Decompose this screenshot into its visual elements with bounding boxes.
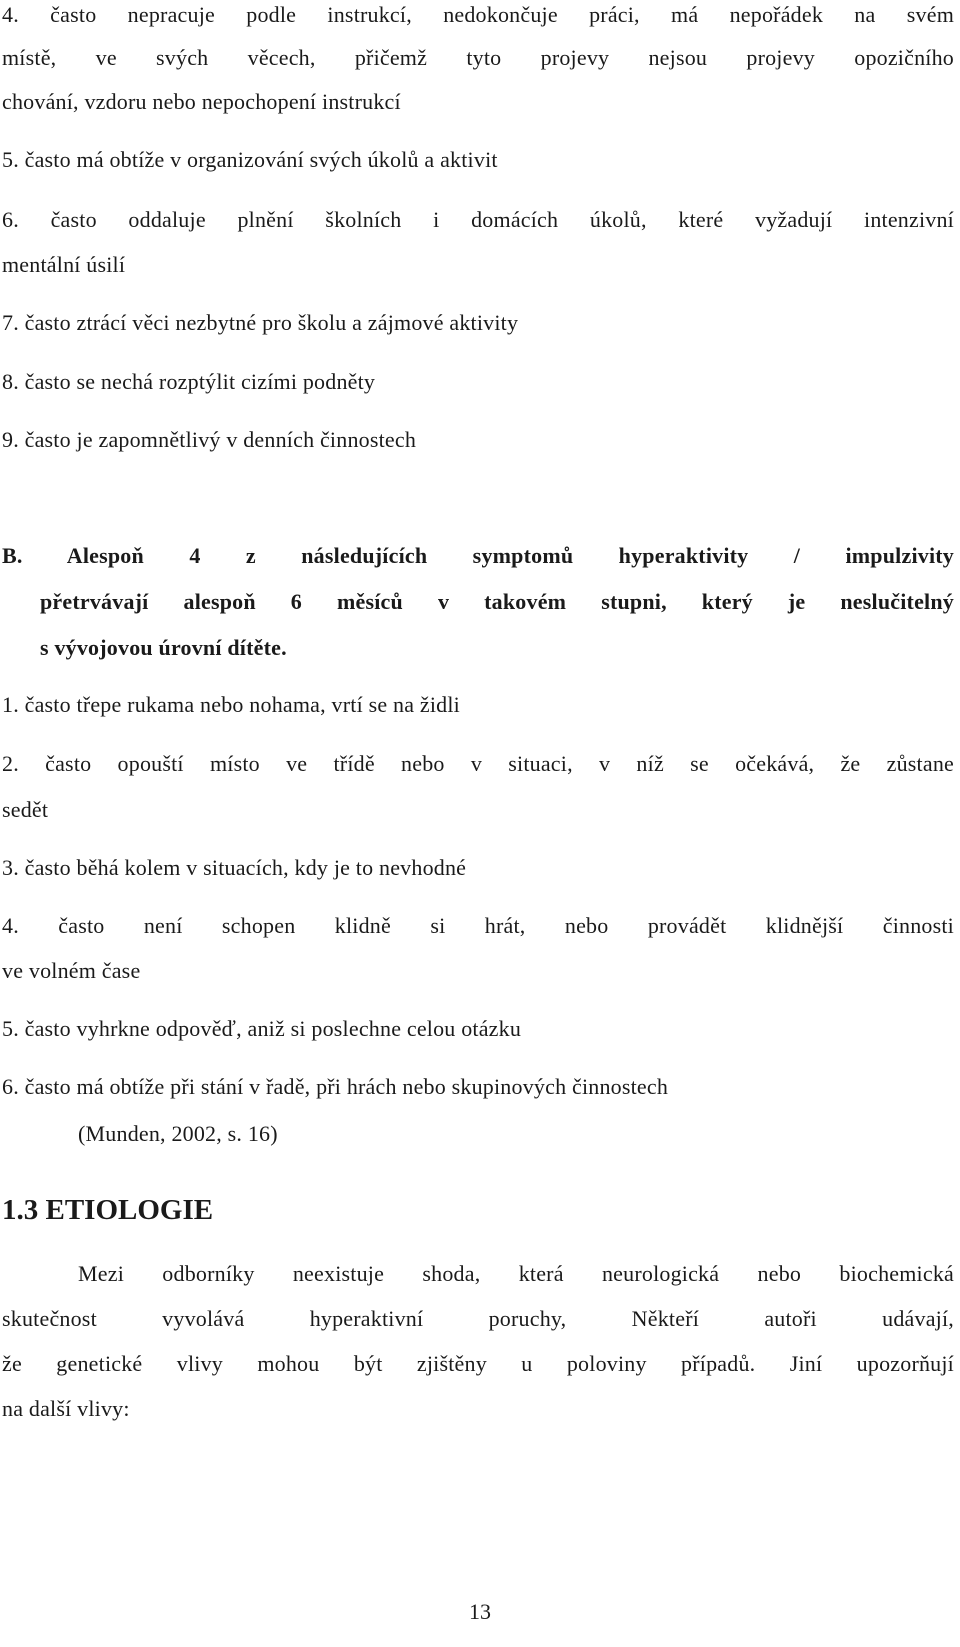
list-item-a7: 7. často ztrácí věci nezbytné pro školu a zájmové aktivity — [2, 310, 519, 335]
list-item-b3: 3. často běhá kolem v situacích, kdy je to nevhodné — [2, 855, 467, 880]
paragraph-line-1: Mezi odborníky neexistuje shoda, která neurologická nebo biochemická — [78, 1261, 954, 1286]
section-heading: 1.3 ETIOLOGIE — [2, 1194, 214, 1226]
paragraph-line-4: na další vlivy: — [2, 1396, 130, 1421]
section-b-line-3: s vývojovou úrovní dítěte. — [40, 635, 287, 660]
paragraph-line-2: skutečnost vyvolává hyperaktivní poruchy, Někteří autoři udávají, — [2, 1306, 954, 1331]
list-item-b2-line-2: sedět — [2, 797, 49, 822]
list-item-a6-line-2: mentální úsilí — [2, 252, 126, 277]
page-number: 13 — [469, 1599, 491, 1624]
section-b-line-1: B. Alespoň 4 z následujících symptomů hyperaktivity / impulzivity — [2, 543, 954, 568]
list-item-a8: 8. často se nechá rozptýlit cizími podněty — [2, 369, 376, 394]
list-item-a4-line-2: místě, ve svých věcech, přičemž tyto projevy nejsou projevy opozičního — [2, 45, 954, 70]
section-b-line-2: přetrvávají alespoň 6 měsíců v takovém stupni, který je neslučitelný — [40, 589, 954, 614]
list-item-b1: 1. často třepe rukama nebo nohama, vrtí se na židli — [2, 692, 460, 717]
list-item-b4-line-2: ve volném čase — [2, 958, 141, 983]
paragraph-line-3: že genetické vlivy mohou být zjištěny u poloviny případů. Jiní upozorňují — [2, 1351, 954, 1376]
list-item-b4-line-1: 4. často není schopen klidně si hrát, nebo provádět klidnější činnosti — [2, 913, 954, 938]
list-item-b2-line-1: 2. často opouští místo ve třídě nebo v situaci, v níž se očekává, že zůstane — [2, 751, 954, 776]
list-item-a6-line-1: 6. často oddaluje plnění školních i domácích úkolů, které vyžadují intenzivní — [2, 207, 954, 232]
list-item-a4-line-1: 4. často nepracuje podle instrukcí, nedokončuje práci, má nepořádek na svém — [2, 2, 954, 27]
list-item-a9: 9. často je zapomnětlivý v denních činnostech — [2, 427, 417, 452]
citation: (Munden, 2002, s. 16) — [78, 1121, 278, 1146]
list-item-a5: 5. často má obtíže v organizování svých úkolů a aktivit — [2, 147, 498, 172]
list-item-b5: 5. často vyhrkne odpověď, aniž si poslechne celou otázku — [2, 1016, 522, 1041]
list-item-b6-line-1: 6. často má obtíže při stání v řadě, při hrách nebo skupinových činnostech — [2, 1074, 669, 1099]
list-item-a4-line-3: chování, vzdoru nebo nepochopení instrukcí — [2, 89, 401, 114]
